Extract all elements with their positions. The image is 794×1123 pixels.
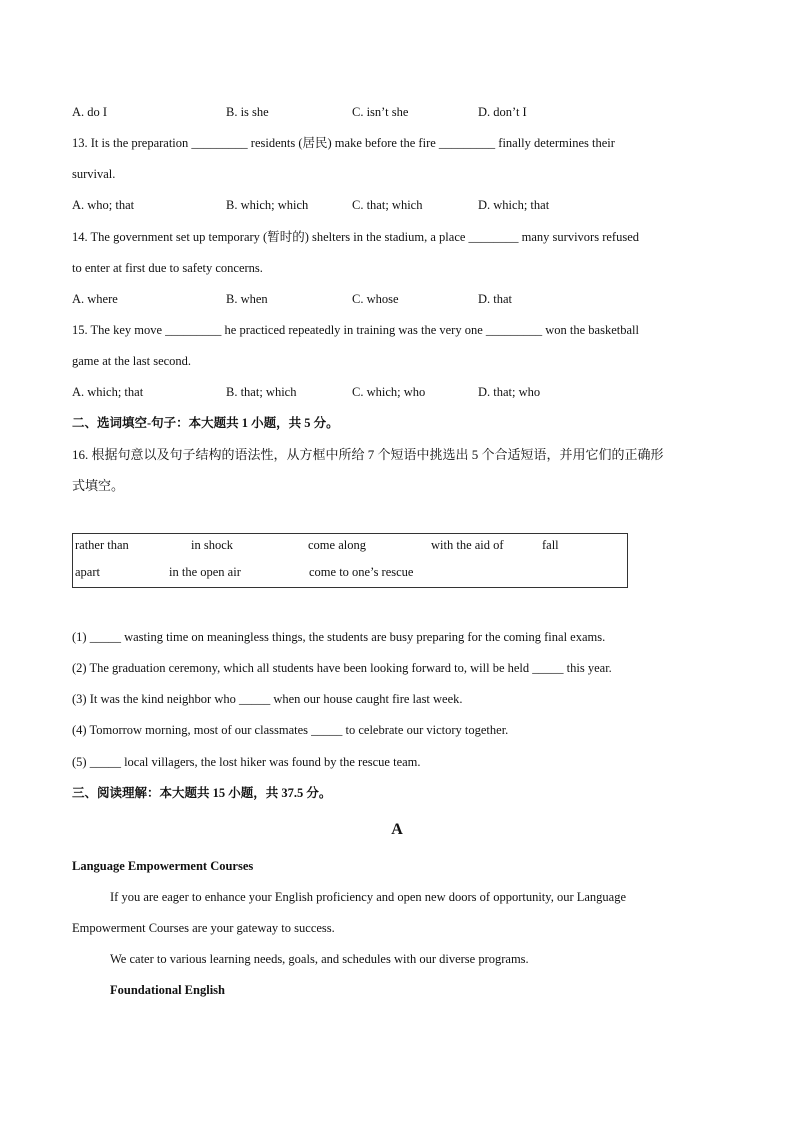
phrase-with-the-aid-of: with the aid of — [431, 538, 504, 552]
phrase-fall-apart-part2: apart — [75, 565, 100, 579]
q12-option-a: A. do I — [72, 105, 108, 119]
q16-sentence-3: (3) It was the kind neighbor who _____ when our house caught fire last week. — [72, 692, 463, 706]
q16-sentence-1: (1) _____ wasting time on meaningless things, the students are busy preparing for the coming final exams. — [72, 630, 606, 644]
q14-stem-line2: to enter at first due to safety concerns. — [72, 261, 263, 275]
phrase-in-the-open-air: in the open air — [169, 565, 241, 579]
q16-instruction-line1: 16. 根据句意以及句子结构的语法性，从方框中所给 7 个短语中挑选出 5 个合适短语，并用它们的正确形 — [72, 447, 664, 462]
phrase-come-along: come along — [308, 538, 366, 552]
q15-option-d: D. that; who — [478, 385, 541, 399]
q12-option-d: D. don’t I — [478, 105, 527, 119]
q16-sentence-5: (5) _____ local villagers, the lost hiker was found by the rescue team. — [72, 755, 421, 769]
q13-stem-line2: survival. — [72, 167, 116, 181]
q14-stem-line1: 14. The government set up temporary (暂时的) shelters in the stadium, a place ________ many survivors refused — [72, 230, 639, 244]
q15-option-c: C. which; who — [352, 385, 426, 399]
phrase-come-to-ones-rescue: come to one’s rescue — [309, 565, 414, 579]
q16-sentence-4: (4) Tomorrow morning, most of our classmates _____ to celebrate our victory together. — [72, 723, 509, 737]
q12-option-c: C. isn’t she — [352, 105, 409, 119]
section-2-heading: 二、选词填空-句子：本大题共 1 小题，共 5 分。 — [72, 416, 339, 430]
passage-para1-line2: Empowerment Courses are your gateway to success. — [72, 921, 335, 935]
q14-option-c: C. whose — [352, 292, 399, 306]
q15-stem-line2: game at the last second. — [72, 354, 192, 368]
q14-option-a: A. where — [72, 292, 118, 306]
q16-sentence-2: (2) The graduation ceremony, which all students have been looking forward to, will be held _____ this year. — [72, 661, 612, 675]
q16-instruction-line2: 式填空。 — [72, 478, 125, 493]
q13-option-c: C. that; which — [352, 198, 423, 212]
section-3-heading: 三、阅读理解：本大题共 15 小题，共 37.5 分。 — [72, 786, 332, 800]
phrase-in-shock: in shock — [191, 538, 234, 552]
q13-stem-line1: 13. It is the preparation _________ residents (居民) make before the fire _________ finally determines their — [72, 136, 615, 150]
q15-option-b: B. that; which — [226, 385, 297, 399]
q15-option-a: A. which; that — [72, 385, 144, 399]
passage-para1-line1: If you are eager to enhance your English proficiency and open new doors of opportunity, our Language — [110, 890, 627, 904]
q15-stem-line1: 15. The key move _________ he practiced repeatedly in training was the very one _________ won the basketball — [72, 323, 639, 337]
q13-option-d: D. which; that — [478, 198, 550, 212]
phrase-box — [72, 533, 628, 588]
q12-option-b: B. is she — [226, 105, 269, 119]
passage-subheading: Foundational English — [110, 983, 225, 997]
q14-option-b: B. when — [226, 292, 268, 306]
phrase-fall-apart-part1: fall — [542, 538, 559, 552]
passage-para2: We cater to various learning needs, goals, and schedules with our diverse programs. — [110, 952, 529, 966]
phrase-rather-than: rather than — [75, 538, 129, 552]
passage-letter: A — [391, 821, 403, 838]
q14-option-d: D. that — [478, 292, 513, 306]
passage-title: Language Empowerment Courses — [72, 859, 254, 873]
q13-option-b: B. which; which — [226, 198, 309, 212]
q13-option-a: A. who; that — [72, 198, 135, 212]
